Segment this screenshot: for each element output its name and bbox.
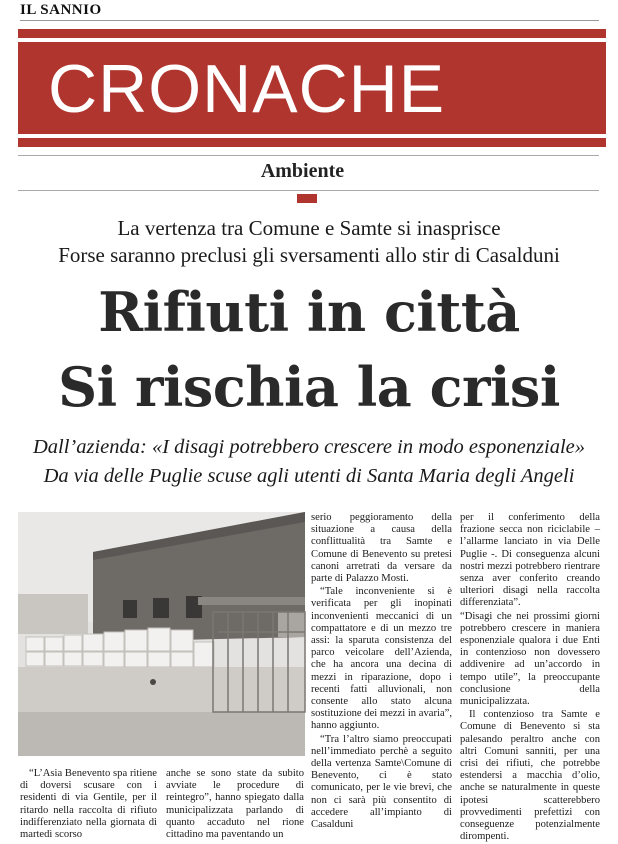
photo-illustration xyxy=(18,512,305,756)
article-paragraph: Il contenzioso tra Samte e Comune di Benevento si sta palesando peraltro anche con altri Comuni sanniti, per una crisi dei rifiuti, che potrebbe estendersi a macchia d’olio, anche se naturalmente in queste ipotesi scatterebbero provvedimenti prefettizi con conseguenze potenzialmente dirompenti. xyxy=(460,709,600,843)
section-banner xyxy=(18,29,606,147)
article-paragraph: “L’Asia Benevento spa ritiene di doversi scusare con i residenti di via Gentile, per il ritardo nella raccolta di rifiuto indifferenziato nella giornata di martedì scorso xyxy=(20,768,157,841)
article-photo xyxy=(18,512,305,756)
masthead-logo: IL SANNIO xyxy=(20,2,102,18)
rubric-marker xyxy=(297,194,317,203)
banner-stripe-top xyxy=(18,29,606,38)
article-paragraph: serio peggioramento della situazione a causa della conflittualità tra Samte e Comune di Benevento su pretesi canoni arretrati da versare da parte di Palazzo Mosti. xyxy=(311,512,452,585)
rubric-rule-top xyxy=(18,155,599,156)
banner-stripe-bottom xyxy=(18,138,606,147)
article-column xyxy=(166,768,304,842)
kicker-line: La vertenza tra Comune e Samte si inasprisce xyxy=(117,216,501,240)
article-paragraph: “Tale inconveniente si è verificata per gli inopinati inconvenienti meccanici di un compattatore e di un mezzo tre assi: la sparuta consistenza del parco veicolare dell’Azienda, che ha ancora una decina di mezzi in riparazione, dopo i recenti fatti alluvionali, non consente allo stato alcuna sostituzione dei mezzi in avaria”, hanno aggiunto. xyxy=(311,586,452,732)
kicker-line: Forse saranno preclusi gli sversamenti allo stir di Casalduni xyxy=(58,243,560,267)
subhead-line: Dall’azienda: «I disagi potrebbero crescere in modo esponenziale» xyxy=(32,436,586,458)
rubric-label: Ambiente xyxy=(260,160,345,182)
subhead-line: Da via delle Puglie scuse agli utenti di Santa Maria degli Angeli xyxy=(43,465,575,487)
article-paragraph: anche se sono state da subito avviate le procedure di reintegro”, hanno spiegato dalla municipalizzata parlando di quanto accaduto nel rione cittadino ma paventando un xyxy=(166,768,304,841)
masthead-rule xyxy=(20,20,599,21)
section-title: CRONACHE xyxy=(48,51,446,127)
article-column xyxy=(311,512,452,832)
article-column xyxy=(460,512,600,844)
headline-line: Si rischia la crisi xyxy=(58,355,560,419)
article-paragraph: “Tra l’altro siamo preoccupati nell’immediato perchè a seguito della vertenza Samte\Comune di Benevento, ci è stato comunicato, per le vie brevi, che non ci sarà più consentito di accedere all’impianto di Casalduni xyxy=(311,733,452,831)
article-column xyxy=(20,768,157,842)
rubric-rule-bottom xyxy=(18,190,599,191)
headline-line: Rifiuti in città xyxy=(98,280,520,344)
article-paragraph: per il conferimento della frazione secca non riciclabile – l’allarme lanciato in via Delle Puglie -. Di conseguenza alcuni nostri mezzi potrebbero rientrare senza aver conferito creando ulteriori disagi nella raccolta differenziata”. xyxy=(460,512,600,609)
banner-main xyxy=(18,42,606,134)
article-paragraph: “Disagi che nei prossimi giorni potrebbero crescere in maniera esponenziale qualora i due Enti in contenzioso non dovessero addivenire ad un’accordo in tempo utile”, la preoccupante conclusione della municipalizzata. xyxy=(460,610,600,708)
